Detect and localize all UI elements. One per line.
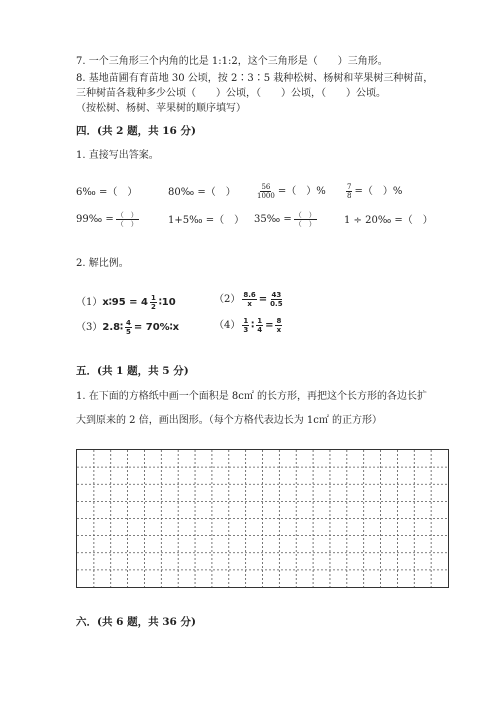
answer-item: $\frac{56}{1000}$ =（ ）% [257,183,326,200]
answer-item: 99‰ = $\frac{( )}{( )}$ [76,211,138,228]
answer-item: 1 ÷ 20‰ =（ ） [344,215,433,226]
fraction: $\frac{( )}{( )}$ [116,211,138,228]
proportion-4: （4） $\frac{1}{3}$ ∶ $\frac{1}{4}$ = $\frac{8}{x}$ [214,317,282,334]
fraction: $\frac{7}{8}$ [347,183,352,200]
proportion-3: （3）2.8∶ $\frac{4}{5}$ = 70%∶x [76,319,180,336]
section-5-q1-line2: 大到原来的 2 倍，画出图形。（每个方格代表边长为 1c㎡ 的正方形） [76,415,383,426]
answer-item: 80‰ =（ ） [168,187,236,198]
answer-item: 35‰ = $\frac{( )}{( )}$ [254,211,316,228]
fraction: $\frac{8.6}{x}$ [243,291,256,308]
fraction: $\frac{1}{4}$ [257,317,263,334]
answer-item: 6‰ =（ ） [76,187,138,198]
proportion-1: （1）x∶95 = 4 $\frac{1}{2}$ ∶10 [76,294,176,311]
section-4-title: 四．(共 2 题，共 16 分) [76,125,196,137]
section-4-q1-title: 1. 直接写出答案。 [76,150,159,161]
section-5-q1-line1: 1. 在下面的方格纸中画一个面积是 8c㎡ 的长方形，再把这个长方形的各边长扩 [76,391,428,402]
proportion-2: （2） $\frac{8.6}{x}$ = $\frac{43}{0.5}$ [214,291,283,308]
grid-lines [77,450,448,587]
question-8-line3: （按松树、杨树、苹果树的顺序填写） [76,103,246,114]
answer-item: 1+5‰ =（ ） [168,215,245,226]
section-6-title: 六．(共 6 题，共 36 分) [76,616,196,628]
fraction: $\frac{43}{0.5}$ [270,291,283,308]
question-7: 7. 一个三角形三个内角的比是 1:1:2，这个三角形是（ ）三角形。 [76,56,388,67]
section-5-title: 五．(共 1 题，共 5 分) [76,365,189,377]
section-4-q2-title: 2. 解比例。 [76,258,129,269]
fraction: $\frac{56}{1000}$ [257,183,275,200]
answer-item: $\frac{7}{8}$ =（ ）% [347,183,403,200]
question-8-line1: 8. 基地苗圃有育苗地 30 公顷，按 2∶3∶5 栽种松树、杨树和苹果树三种树苗， [76,73,434,84]
fraction: $\frac{1}{3}$ [243,317,249,334]
fraction: $\frac{1}{2}$ [150,294,156,311]
fraction: $\frac{8}{x}$ [276,317,282,334]
fraction: $\frac{( )}{( )}$ [294,211,316,228]
question-8-line2: 三种树苗各栽种多少公顷（ ）公顷，（ ）公顷，（ ）公顷。 [76,88,386,99]
grid-paper[interactable] [76,449,449,588]
fraction: $\frac{4}{5}$ [126,319,131,336]
